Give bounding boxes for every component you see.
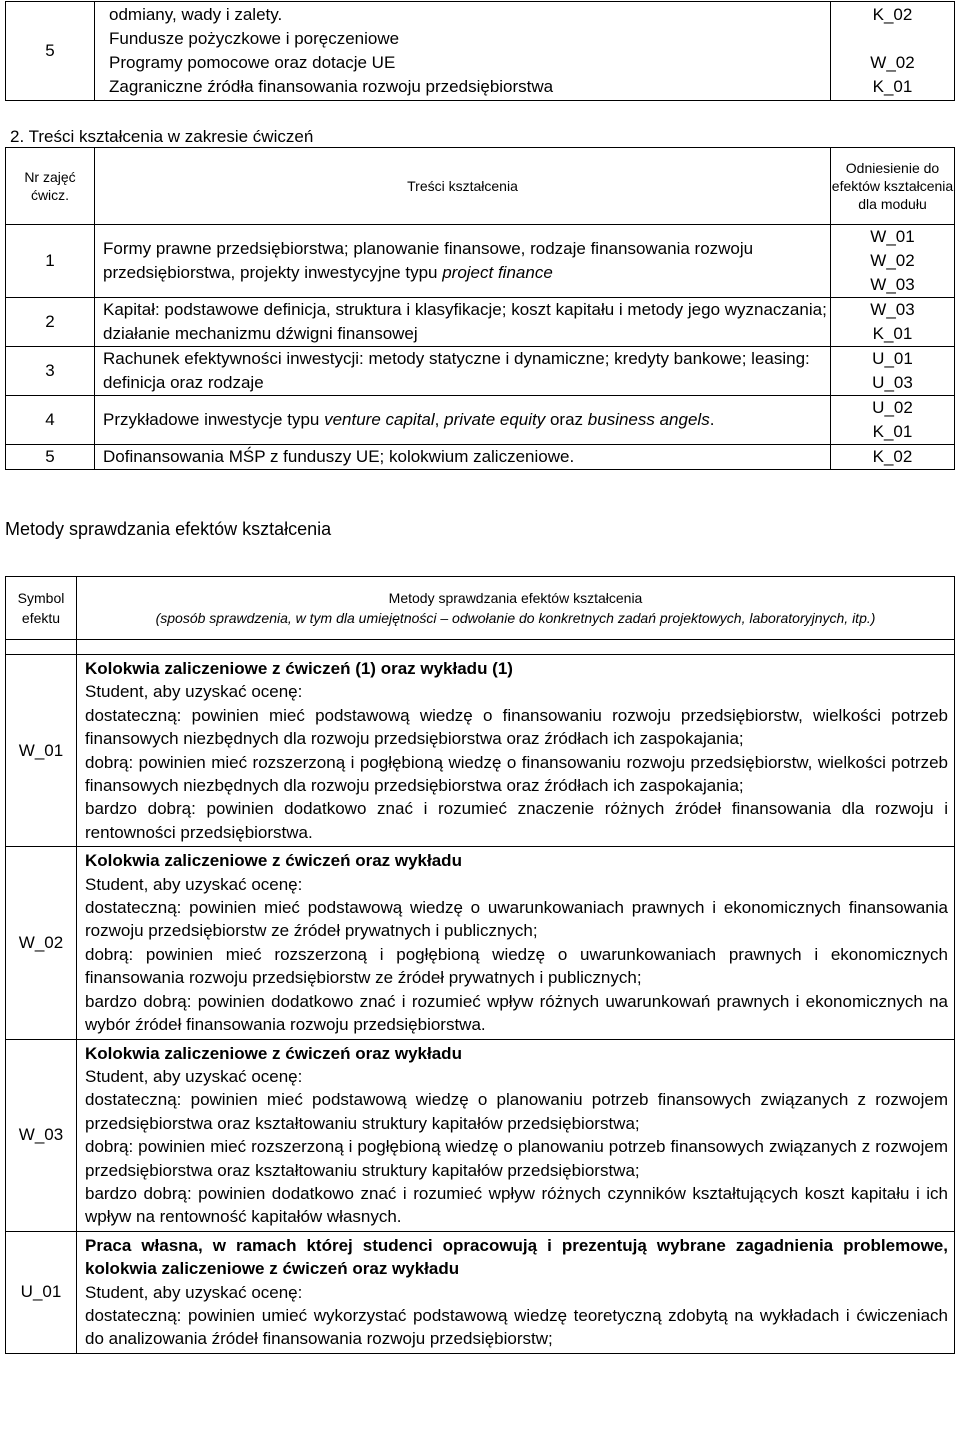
grade-good: dobrą: powinien mieć rozszerzoną i pogłębioną wiedzę o planowaniu potrzeb finansowych związanych z rozwojem przedsiębiorstwa oraz kształtowaniu struktury kapitałów przedsiębiorstwa; bbox=[85, 1137, 948, 1180]
effect-symbol: U_01 bbox=[6, 1231, 77, 1353]
method-title: Kolokwia zaliczeniowe z ćwiczeń oraz wykładu bbox=[85, 851, 462, 871]
row-refs: W_03 K_01 bbox=[831, 298, 955, 347]
effect-methods bbox=[77, 655, 955, 847]
grade-good: dobrą: powinien mieć rozszerzoną i pogłębioną wiedzę o finansowaniu rozwoju przedsiębiorstw, wielkości potrzeb finansowych niezbędnych dla rozwoju przedsiębiorstwa oraz źródłach ich zaspokajania; bbox=[85, 752, 948, 796]
row-number: 1 bbox=[6, 225, 95, 298]
row-content: Rachunek efektywności inwestycji: metody statyczne i dynamiczne; kredyty bankowe; leasing: definicja oraz rodzaje bbox=[95, 347, 831, 396]
section-title: 2. Treści kształcenia w zakresie ćwiczeń bbox=[10, 127, 314, 146]
table-row bbox=[6, 847, 955, 1039]
grade-satisfactory: dostateczną: powinien mieć podstawową wiedzę o uwarunkowaniach prawnych i ekonomicznych finansowania rozwoju przedsiębiorstw ze źródeł prywatnych i publicznych; bbox=[85, 898, 948, 941]
exercises-content-table bbox=[5, 147, 955, 470]
grade-very-good: bardzo dobrą: powinien dodatkowo znać i rozumieć znaczenie różnych źródeł finansowania dla rozwoju i rentowności przedsiębiorstwa. bbox=[85, 799, 948, 842]
row-content bbox=[95, 396, 831, 445]
table-row bbox=[6, 396, 955, 445]
row-content: Kapitał: podstawowe definicja, struktura i klasyfikacje; koszt kapitału i metody jego wyznaczania; działanie mechanizmu dźwigni finansowej bbox=[95, 298, 831, 347]
row-content bbox=[95, 225, 831, 298]
ref-code: W_02 bbox=[870, 53, 915, 72]
effect-methods bbox=[77, 847, 955, 1039]
row-content: Dofinansowania MŚP z funduszy UE; kolokwium zaliczeniowe. bbox=[95, 445, 831, 470]
row-number: 5 bbox=[6, 445, 95, 470]
ref-code bbox=[831, 27, 954, 51]
table-row bbox=[6, 298, 955, 347]
header-content: Treści kształcenia bbox=[95, 148, 831, 225]
method-title: Praca własna, w ramach której studenci opracowują i prezentują wybrane zagadnienia problemowe, kolokwia zaliczeniowe z ćwiczeń oraz wykładu bbox=[85, 1235, 948, 1279]
row-refs: K_02 bbox=[831, 445, 955, 470]
table-row bbox=[6, 1039, 955, 1231]
table-row bbox=[6, 655, 955, 847]
row-refs bbox=[831, 2, 955, 101]
row-number: 5 bbox=[6, 2, 95, 101]
row-number: 3 bbox=[6, 347, 95, 396]
table-header-row bbox=[6, 148, 955, 225]
method-intro: Student, aby uzyskać ocenę: bbox=[85, 682, 303, 702]
method-intro: Student, aby uzyskać ocenę: bbox=[85, 1282, 303, 1302]
row-number: 4 bbox=[6, 396, 95, 445]
grade-satisfactory: dostateczną: powinien umieć wykorzystać podstawową wiedzę teoretyczną zdobytą na wykładach i ćwiczeniach do analizowania źródeł finansowania rozwoju przedsiębiorstw; bbox=[85, 1305, 948, 1349]
method-intro: Student, aby uzyskać ocenę: bbox=[85, 1066, 303, 1086]
effect-symbol: W_01 bbox=[6, 655, 77, 847]
table-row bbox=[6, 1231, 955, 1353]
header-methods-title: Metody sprawdzania efektów kształcenia bbox=[388, 590, 643, 606]
header-refs: Odniesienie do efektów kształcenia dla modułu bbox=[831, 148, 955, 225]
effect-symbol: W_02 bbox=[6, 847, 77, 1039]
content-line: Programy pomocowe oraz dotacje UE bbox=[109, 53, 396, 72]
method-intro: Student, aby uzyskać ocenę: bbox=[85, 874, 303, 894]
effect-symbol: W_03 bbox=[6, 1039, 77, 1231]
content-italic: private equity bbox=[444, 410, 546, 429]
table-row bbox=[6, 225, 955, 298]
content-line: Fundusze pożyczkowe i poręczeniowe bbox=[109, 29, 400, 48]
row-content bbox=[95, 2, 831, 101]
content-line: odmiany, wady i zalety. bbox=[109, 5, 283, 24]
content-text: Formy prawne przedsiębiorstwa; planowanie finansowe, rodzaje finansowania rozwoju przedsiębiorstwa, projekty inwestycyjne typu bbox=[103, 239, 754, 282]
spacer-row bbox=[6, 640, 955, 655]
header-methods bbox=[77, 577, 955, 640]
content-text: Przykładowe inwestycje typu bbox=[103, 410, 325, 429]
assessment-methods-table bbox=[5, 576, 955, 1354]
ref-code: K_02 bbox=[872, 5, 913, 24]
header-methods-subtitle: (sposób sprawdzenia, w tym dla umiejętności – odwołanie do konkretnych zadań projektowych, laboratoryjnych, itp.) bbox=[155, 610, 876, 626]
effect-methods bbox=[77, 1039, 955, 1231]
grade-satisfactory: dostateczną: powinien mieć podstawową wiedzę o finansowaniu rozwoju przedsiębiorstw, wielkości potrzeb finansowych niezbędnych dla rozwoju przedsiębiorstwa oraz źródłach ich zaspokajania; bbox=[85, 705, 948, 749]
row-number: 2 bbox=[6, 298, 95, 347]
content-text: . bbox=[709, 410, 715, 429]
content-italic: project finance bbox=[442, 263, 553, 282]
content-text: oraz bbox=[545, 410, 588, 429]
methods-heading: Metody sprawdzania efektów kształcenia bbox=[5, 519, 332, 539]
grade-very-good: bardzo dobrą: powinien dodatkowo znać i rozumieć wpływ różnych czynników kształtujących koszt kapitału i ich wpływ na rentowność kapitałów własnych. bbox=[85, 1183, 948, 1227]
header-nr: Nr zajęć ćwicz. bbox=[6, 148, 95, 225]
row-refs: W_01 W_02 W_03 bbox=[831, 225, 955, 298]
grade-good: dobrą: powinien mieć rozszerzoną i pogłębioną wiedzę o uwarunkowaniach prawnych i ekonomicznych finansowania rozwoju przedsiębiorstw ze źródeł prywatnych i publicznych; bbox=[85, 944, 948, 988]
header-symbol: Symbol efektu bbox=[6, 577, 77, 640]
table-row bbox=[6, 347, 955, 396]
method-title: Kolokwia zaliczeniowe z ćwiczeń (1) oraz wykładu (1) bbox=[85, 659, 513, 678]
grade-satisfactory: dostateczną: powinien mieć podstawową wiedzę o planowaniu potrzeb finansowych związanych z rozwojem przedsiębiorstwa oraz kształtowaniu struktury kapitałów przedsiębiorstwa; bbox=[85, 1090, 948, 1133]
method-title: Kolokwia zaliczeniowe z ćwiczeń oraz wykładu bbox=[85, 1043, 462, 1063]
table-row bbox=[6, 2, 955, 101]
content-italic: venture capital bbox=[324, 410, 435, 429]
program-table-continued bbox=[5, 1, 955, 101]
ref-code: K_01 bbox=[872, 77, 913, 96]
content-italic: business angels bbox=[587, 410, 710, 429]
table-row bbox=[6, 445, 955, 470]
grade-very-good: bardzo dobrą: powinien dodatkowo znać i rozumieć wpływ różnych uwarunkowań prawnych i ekonomicznych na wybór źródeł finansowania rozwoju przedsiębiorstwa. bbox=[85, 991, 948, 1035]
row-refs: U_02 K_01 bbox=[831, 396, 955, 445]
effect-methods bbox=[77, 1231, 955, 1353]
table-header-row bbox=[6, 577, 955, 640]
content-line: Zagraniczne źródła finansowania rozwoju przedsiębiorstwa bbox=[109, 77, 554, 96]
content-text: , bbox=[434, 410, 445, 429]
row-refs: U_01 U_03 bbox=[831, 347, 955, 396]
